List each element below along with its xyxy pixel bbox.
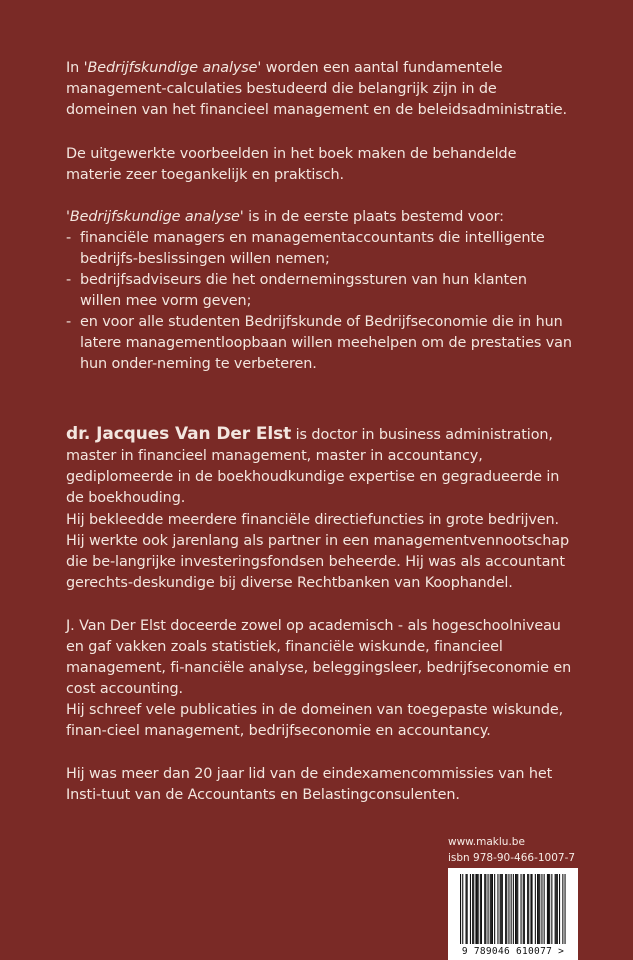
barcode-bar (538, 874, 539, 944)
barcode-bar (473, 874, 474, 944)
barcode-bar (528, 874, 529, 944)
barcode-bar (488, 874, 489, 944)
barcode-bar (501, 874, 502, 944)
barcode-bar (517, 874, 518, 944)
author-bio (66, 424, 572, 509)
purpose-list (66, 228, 572, 375)
barcode-bar (467, 874, 468, 944)
barcode-bar (505, 874, 506, 944)
barcode-bar (513, 874, 514, 944)
barcode-bar (481, 874, 482, 944)
publications-paragraph (66, 700, 572, 742)
barcode-bar (559, 874, 560, 944)
examples-text: De uitgewerkte voorbeelden in het boek maken de behandelde materie zeer toegankelijk en praktisch. (66, 146, 517, 183)
barcode-bar (547, 874, 548, 944)
barcode-bar (502, 874, 503, 944)
barcode-bar (549, 874, 550, 944)
barcode-bar (524, 874, 525, 944)
barcode-bar (460, 874, 461, 944)
publisher-info (448, 834, 575, 866)
barcode-digits: 9 789046 610077 > (461, 946, 565, 957)
purpose-lead: is in de eerste plaats bestemd voor: (243, 209, 504, 225)
list-item: - bedrijfsadviseurs die het ondernemingssturen van hun klanten willen mee vorm geven; (66, 270, 572, 312)
career-paragraph (66, 510, 572, 594)
barcode-bar (527, 874, 528, 944)
barcode-bar (530, 874, 531, 944)
barcode-bar (478, 874, 479, 944)
barcode-bar (515, 874, 516, 944)
barcode-bar (475, 874, 476, 944)
barcode-bar (497, 874, 498, 944)
barcode-bar (555, 874, 556, 944)
book-title: 'Bedrijfskundige analyse' (83, 60, 262, 76)
barcode-bar (537, 874, 538, 944)
barcode-bar (548, 874, 549, 944)
barcode-bar (532, 874, 533, 944)
list-item: - financiële managers en managementaccountants die intelligente bedrijfs-beslissingen willen nemen; (66, 228, 572, 270)
barcode-bar (516, 874, 517, 944)
barcode-bar (472, 874, 473, 944)
barcode-bar (484, 874, 485, 944)
isbn-text: isbn 978-90-466-1007-7 (448, 852, 576, 864)
author-bio-text: is doctor in business administration, master in financieel management, master in accountancy, gediplomeerde in de boekhoudkundige expertise en gegradueerde in de boekhouding. (66, 427, 560, 506)
intro-text: worden een aantal fundamentele management-calculaties bestudeerd die belangrijk zijn in de domeinen van het financieel management en de beleidsadministratie. (66, 60, 568, 118)
barcode-bar (541, 874, 542, 944)
barcode-bar (539, 874, 540, 944)
barcode-bar (562, 874, 563, 944)
publisher-url: www.maklu.be (448, 836, 525, 848)
commission-text: Hij was meer dan 20 jaar lid van de eindexamencommissies van het Insti-tuut van de Accountants en Belastingconsulenten. (66, 766, 553, 803)
commission-paragraph (66, 764, 572, 806)
intro-prefix: In (66, 60, 84, 76)
teaching-text: J. Van Der Elst doceerde zowel op academisch - als hogeschoolniveau en gaf vakken zoals statistiek, financiële wiskunde, financieel management, fi-nanciële analyse, beleggingsleer, bedrijfseconomie en cost accounting. (66, 618, 572, 697)
barcode-bar (535, 874, 536, 944)
barcode-bar (485, 874, 486, 944)
barcode-bar (551, 874, 552, 944)
barcode-bar (480, 874, 481, 944)
purpose-section (66, 207, 572, 375)
barcode-bar (544, 874, 545, 944)
barcode-bar (521, 874, 522, 944)
barcode-bar (506, 874, 507, 944)
barcode-bar (477, 874, 478, 944)
barcode-bar (511, 874, 512, 944)
book-title: 'Bedrijfskundige analyse' (66, 209, 244, 225)
barcode-bar (466, 874, 467, 944)
intro-paragraph (66, 58, 572, 121)
publications-text: Hij schreef vele publicaties in de domeinen van toegepaste wiskunde, finan-cieel management, bedrijfseconomie en accountancy. (66, 702, 564, 739)
barcode-bar (492, 874, 493, 944)
examples-paragraph (66, 144, 572, 186)
barcode-bar (494, 874, 495, 944)
teaching-paragraph (66, 616, 572, 700)
barcode-bar (490, 874, 491, 944)
barcode-bar (462, 874, 463, 944)
barcode-bar (523, 874, 524, 944)
barcode-bar (557, 874, 558, 944)
barcode-bar (491, 874, 492, 944)
barcode (448, 868, 578, 960)
list-item: - en voor alle studenten Bedrijfskunde of Bedrijfseconomie die in hun latere managementloopbaan willen meehelpen om de prestaties van hun onder-neming te verbeteren. (66, 312, 572, 375)
barcode-bar (556, 874, 557, 944)
barcode-bars (448, 868, 578, 948)
author-name: dr. Jacques Van Der Elst (66, 424, 292, 444)
barcode-bar (500, 874, 501, 944)
barcode-bar (508, 874, 509, 944)
barcode-bar (470, 874, 471, 944)
barcode-bar (565, 874, 566, 944)
career-text: Hij bekleedde meerdere financiële directiefuncties in grote bedrijven. Hij werkte ook jarenlang als partner in een managementvennootschap die be-langrijke investeringsfondsen beheerde. Hij was als accountant gerechts-deskundige bij diverse Rechtbanken van Koophandel. (66, 512, 569, 591)
